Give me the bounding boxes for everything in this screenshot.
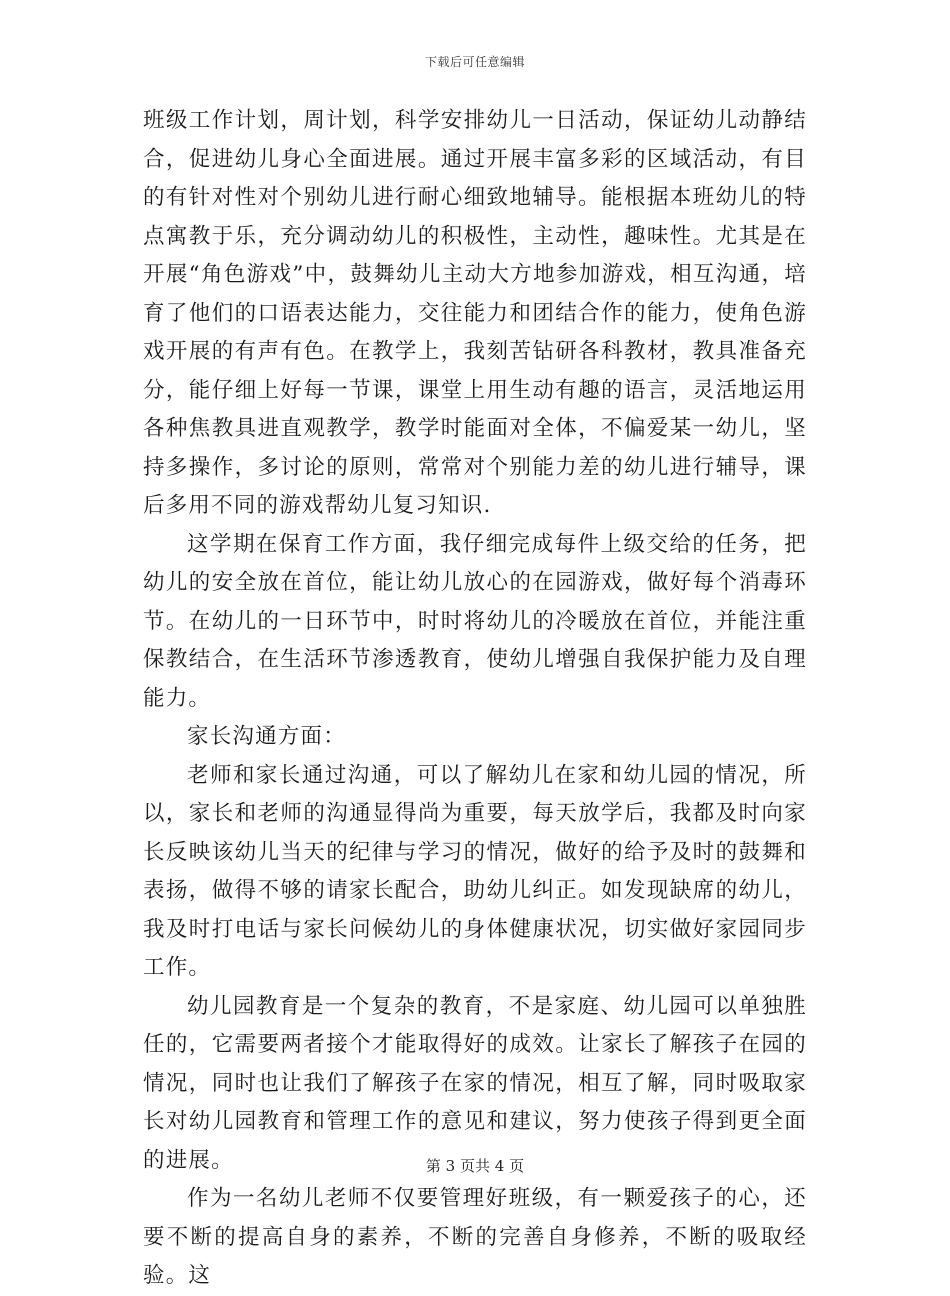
document-body (143, 102, 807, 1296)
section-heading: 家长沟通方面： (187, 724, 346, 749)
paragraph: 作为一名幼儿老师不仅要管理好班级，有一颗爱孩子的心，还要不断的提高自身的素养，不断的完善自身修养，不断的吸取经验。这 (143, 1186, 807, 1288)
page-number-footer: 第 3 页共 4 页 (425, 1157, 525, 1175)
page-header: 下载后可任意编辑 (424, 55, 525, 69)
paragraph: 班级工作计划，周计划，科学安排幼儿一日活动，保证幼儿动静结合，促进幼儿身心全面进展。通过开展丰富多彩的区域活动，有目的有针对性对个别幼儿进行耐心细致地辅导。能根据本班幼儿的特点寓教于乐，充分调动幼儿的积极性，主动性，趣味性。尤其是在开展“角色游戏”中，鼓舞幼儿主动大方地参加游戏，相互沟通，培育了他们的口语表达能力，交往能力和团结合作的能力，使角色游戏开展的有声有色。在教学上，我刻苦钻研各科教材，教具准备充分，能仔细上好每一节课，课堂上用生动有趣的语言，灵活地运用各种焦教具进直观教学，教学时能面对全体，不偏爱某一幼儿，坚持多操作，多讨论的原则，常常对个别能力差的幼儿进行辅导，课后多用不同的游戏帮幼儿复习知识. (143, 108, 807, 518)
paragraph: 老师和家长通过沟通，可以了解幼儿在家和幼儿园的情况，所以，家长和老师的沟通显得尚为重要，每天放学后，我都及时向家长反映该幼儿当天的纪律与学习的情况，做好的给予及时的鼓舞和表扬，做得不够的请家长配合，助幼儿纠正。如发现缺席的幼儿，我及时打电话与家长问候幼儿的身体健康状况，切实做好家园同步工作。 (143, 762, 807, 980)
paragraph: 这学期在保育工作方面，我仔细完成每件上级交给的任务，把幼儿的安全放在首位，能让幼儿放心的在园游戏，做好每个消毒环节。在幼儿的一日环节中，时时将幼儿的冷暖放在首位，并能注重保教结合，在生活环节渗透教育，使幼儿增强自我保护能力及自理能力。 (143, 531, 807, 711)
paragraph: 幼儿园教育是一个复杂的教育，不是家庭、幼儿园可以单独胜任的，它需要两者接个才能取得好的成效。让家长了解孩子在园的情况，同时也让我们了解孩子在家的情况，相互了解，同时吸取家长对幼儿园教育和管理工作的意见和建议，努力使孩子得到更全面的进展。 (143, 993, 807, 1173)
